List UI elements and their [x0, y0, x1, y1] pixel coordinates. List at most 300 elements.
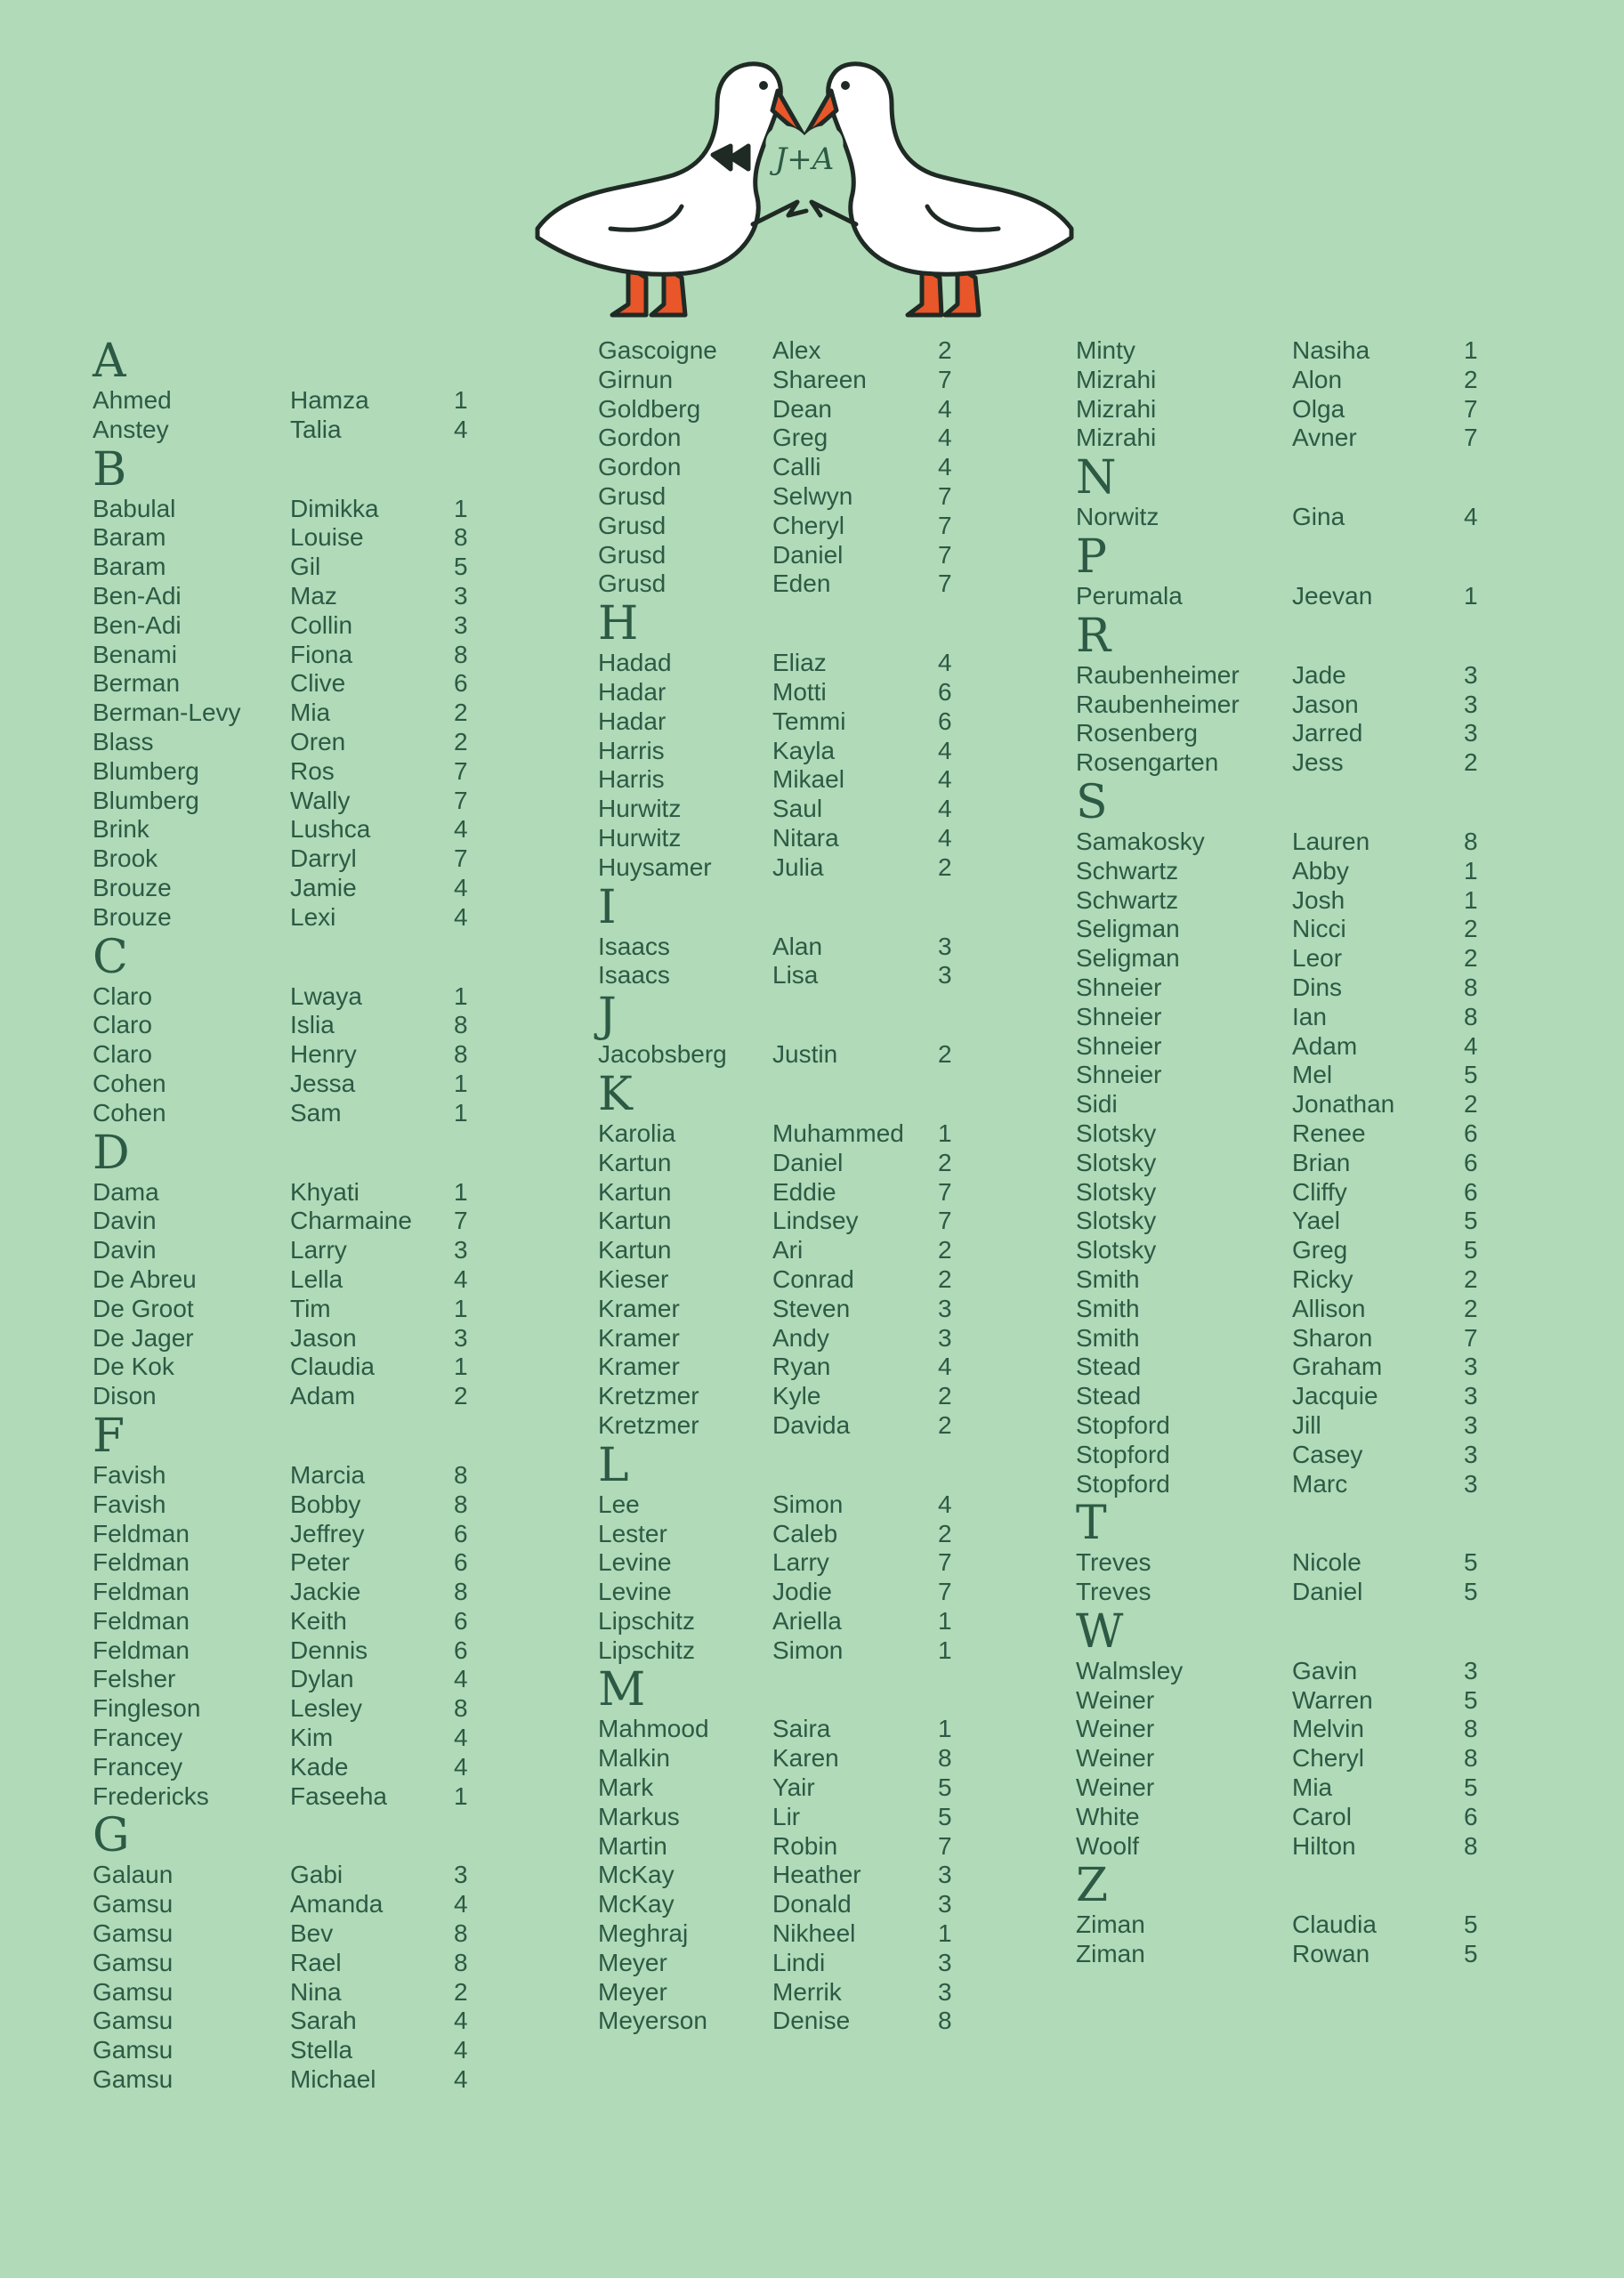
guest-row	[1076, 1441, 1485, 1470]
guest-first-name: Alex	[772, 336, 821, 364]
guest-first-name: Brian	[1292, 1148, 1351, 1176]
guest-first-name: Caleb	[772, 1519, 838, 1547]
guest-row	[598, 1119, 954, 1149]
table-number: 8	[1464, 1831, 1478, 1860]
guest-row	[93, 1236, 484, 1265]
table-number: 3	[1464, 1353, 1478, 1381]
guest-row	[598, 824, 954, 853]
guest-first-name: Adam	[1292, 1031, 1358, 1060]
guest-last-name: Kramer	[598, 1323, 680, 1352]
guest-first-name: Nina	[290, 1977, 342, 2006]
guest-row	[93, 1578, 484, 1607]
guest-first-name: Lauren	[1292, 827, 1370, 855]
table-number: 5	[938, 1802, 952, 1830]
guest-last-name: Fredericks	[93, 1781, 209, 1810]
guest-last-name: Slotsky	[1076, 1148, 1157, 1176]
table-number: 2	[1464, 748, 1478, 777]
table-number: 8	[1464, 1002, 1478, 1030]
guest-row	[1076, 1940, 1485, 1969]
guest-last-name: Brink	[93, 815, 149, 844]
guest-row	[1076, 1773, 1485, 1803]
column-1	[93, 336, 484, 2095]
guest-first-name: Bobby	[290, 1490, 361, 1518]
guest-last-name: Walmsley	[1076, 1656, 1184, 1684]
table-number: 1	[938, 1606, 952, 1635]
guest-row	[598, 649, 954, 678]
guest-row	[598, 1178, 954, 1208]
table-number: 7	[454, 844, 468, 873]
guest-row	[1076, 748, 1485, 778]
guest-last-name: Grusd	[598, 570, 667, 598]
guest-first-name: Donald	[772, 1890, 852, 1919]
guest-first-name: Andy	[772, 1323, 829, 1352]
table-number: 8	[454, 1011, 468, 1039]
guest-first-name: Mia	[290, 699, 331, 727]
section-letter: F	[93, 1409, 126, 1463]
guest-row	[93, 874, 484, 903]
table-number: 1	[454, 1069, 468, 1097]
table-number: 7	[454, 786, 468, 814]
guest-first-name: Renee	[1292, 1119, 1366, 1147]
guest-last-name: Hadar	[598, 677, 667, 706]
section-i	[598, 880, 954, 991]
guest-first-name: Gina	[1292, 503, 1345, 531]
table-number: 3	[938, 961, 952, 990]
table-number: 4	[938, 795, 952, 823]
guest-row	[598, 853, 954, 883]
guest-last-name: Feldman	[93, 1636, 190, 1664]
table-number: 8	[454, 640, 468, 668]
table-number: 1	[1464, 885, 1478, 914]
guest-first-name: Davida	[772, 1410, 851, 1439]
table-number: 6	[454, 1636, 468, 1664]
table-number: 3	[938, 1890, 952, 1919]
table-number: 1	[454, 386, 468, 414]
guest-first-name: Jarred	[1292, 719, 1363, 747]
table-number: 4	[454, 2007, 468, 2035]
table-number: 8	[454, 1490, 468, 1518]
guest-first-name: Eden	[772, 570, 831, 598]
guest-last-name: McKay	[598, 1861, 675, 1889]
table-number: 4	[1464, 503, 1478, 531]
guest-last-name: De Kok	[93, 1353, 174, 1381]
guest-first-name: Dennis	[290, 1636, 368, 1664]
guest-last-name: Kartun	[598, 1177, 672, 1206]
guest-row	[598, 1149, 954, 1178]
section-letter: L	[598, 1438, 630, 1492]
table-number: 5	[1464, 1061, 1478, 1089]
guest-last-name: Claro	[93, 1040, 152, 1069]
guest-row	[598, 366, 954, 395]
guest-last-name: Cohen	[93, 1069, 166, 1097]
guest-first-name: Gavin	[1292, 1656, 1358, 1684]
guest-last-name: Davin	[93, 1236, 157, 1264]
guest-first-name: Merrik	[772, 1977, 842, 2006]
left-goose	[537, 64, 780, 274]
guest-first-name: Graham	[1292, 1353, 1383, 1381]
guest-last-name: Gamsu	[93, 2065, 174, 2094]
guest-last-name: Hurwitz	[598, 823, 682, 852]
guest-last-name: Smith	[1076, 1264, 1140, 1293]
guest-last-name: Brouze	[93, 873, 172, 901]
section-w	[1076, 1604, 1485, 1862]
guest-first-name: Melvin	[1292, 1715, 1364, 1743]
guest-row	[1076, 1744, 1485, 1773]
guest-first-name: Fiona	[290, 640, 353, 668]
section-letter: H	[598, 597, 640, 651]
guest-last-name: Mahmood	[598, 1715, 709, 1743]
section-t	[1076, 1498, 1485, 1607]
guest-last-name: Kartun	[598, 1236, 672, 1264]
guest-last-name: Gascoigne	[598, 336, 717, 364]
guest-last-name: Kramer	[598, 1353, 680, 1381]
guest-first-name: Stella	[290, 2036, 353, 2064]
guest-last-name: Claro	[93, 1011, 152, 1039]
guest-row	[1076, 503, 1485, 532]
guest-row	[598, 1207, 954, 1236]
guest-first-name: Ros	[290, 756, 335, 785]
section-n	[1076, 453, 1485, 532]
guest-last-name: Markus	[598, 1802, 680, 1830]
table-number: 1	[454, 494, 468, 522]
guest-row	[1076, 857, 1485, 886]
guest-last-name: White	[1076, 1802, 1140, 1830]
table-number: 3	[454, 610, 468, 639]
table-number: 2	[1464, 1090, 1478, 1119]
table-number: 4	[938, 394, 952, 423]
guest-row	[598, 678, 954, 707]
guest-first-name: Lushca	[290, 815, 371, 844]
guest-row	[598, 1548, 954, 1578]
guest-row	[93, 1890, 484, 1919]
guest-last-name: Feldman	[93, 1519, 190, 1547]
table-number: 6	[1464, 1148, 1478, 1176]
table-number: 6	[1464, 1119, 1478, 1147]
guest-first-name: Jill	[1292, 1410, 1321, 1439]
guest-row	[1076, 1657, 1485, 1686]
guest-first-name: Dins	[1292, 973, 1343, 1001]
guest-last-name: Mark	[598, 1773, 654, 1802]
table-number: 7	[938, 365, 952, 393]
guest-first-name: Mel	[1292, 1061, 1333, 1089]
guest-last-name: Gamsu	[93, 1890, 174, 1919]
table-number: 4	[454, 1724, 468, 1752]
section-z	[1076, 1861, 1485, 1969]
table-number: 7	[938, 481, 952, 510]
section-letter: G	[93, 1809, 131, 1863]
guest-first-name: Jessa	[290, 1069, 356, 1097]
guest-row	[1076, 691, 1485, 720]
guest-last-name: Kramer	[598, 1294, 680, 1322]
guest-last-name: Kretzmer	[598, 1410, 699, 1439]
table-number: 1	[454, 1294, 468, 1322]
table-number: 4	[454, 1890, 468, 1919]
table-number: 7	[938, 570, 952, 598]
guest-row	[598, 336, 954, 366]
table-number: 7	[938, 1207, 952, 1235]
table-number: 8	[938, 2007, 952, 2035]
guest-row	[93, 1978, 484, 2007]
guest-last-name: Grusd	[598, 481, 667, 510]
section-letter: Z	[1076, 1859, 1110, 1913]
table-number: 2	[938, 1410, 952, 1439]
table-number: 4	[454, 815, 468, 844]
guest-last-name: Mizrahi	[1076, 365, 1157, 393]
guest-row	[598, 512, 954, 541]
guest-first-name: Nicci	[1292, 915, 1346, 943]
guest-last-name: Huysamer	[598, 852, 712, 881]
guest-first-name: Kade	[290, 1752, 349, 1781]
guest-row	[1076, 1061, 1485, 1090]
table-number: 5	[1464, 1578, 1478, 1606]
guest-row	[93, 1861, 484, 1890]
guest-first-name: Jason	[1292, 690, 1359, 718]
table-number: 4	[938, 453, 952, 481]
guest-last-name: McKay	[598, 1890, 675, 1919]
guest-row	[598, 707, 954, 737]
table-number: 2	[938, 1519, 952, 1547]
table-number: 1	[1464, 856, 1478, 885]
table-number: 1	[1464, 336, 1478, 364]
table-number: 1	[1464, 581, 1478, 610]
table-number: 2	[1464, 1294, 1478, 1322]
table-number: 8	[454, 1919, 468, 1948]
guest-row	[598, 1861, 954, 1890]
guest-last-name: Grusd	[598, 540, 667, 569]
guest-first-name: Bev	[290, 1919, 334, 1948]
geese-heart-logo	[530, 55, 1079, 322]
guest-first-name: Eddie	[772, 1177, 836, 1206]
guest-first-name: Oren	[290, 727, 346, 755]
guest-last-name: Seligman	[1076, 944, 1180, 973]
guest-first-name: Dean	[772, 394, 832, 423]
guest-first-name: Greg	[1292, 1236, 1348, 1264]
table-number: 3	[454, 1323, 468, 1352]
guest-row	[93, 1070, 484, 1099]
table-number: 2	[454, 1977, 468, 2006]
guest-row	[1076, 336, 1485, 366]
guest-last-name: Weiner	[1076, 1685, 1155, 1714]
section-letter: J	[598, 989, 618, 1043]
guest-row	[598, 1890, 954, 1919]
guest-last-name: Hadad	[598, 649, 672, 677]
guest-row	[93, 1753, 484, 1782]
guest-last-name: Shneier	[1076, 1002, 1162, 1030]
table-number: 4	[454, 1264, 468, 1293]
table-number: 5	[1464, 1207, 1478, 1235]
guest-first-name: Jade	[1292, 660, 1346, 689]
guest-row	[1076, 1803, 1485, 1832]
table-number: 3	[1464, 690, 1478, 718]
guest-last-name: Slotsky	[1076, 1119, 1157, 1147]
guest-first-name: Peter	[290, 1548, 350, 1577]
table-number: 2	[938, 336, 952, 364]
guest-first-name: Talia	[290, 415, 342, 443]
guest-row	[93, 386, 484, 416]
guest-row	[598, 482, 954, 512]
table-number: 1	[454, 1098, 468, 1127]
table-number: 3	[938, 1294, 952, 1322]
guest-first-name: Adam	[290, 1382, 356, 1410]
guest-last-name: Ziman	[1076, 1910, 1145, 1939]
guest-first-name: Jacquie	[1292, 1382, 1378, 1410]
guest-row	[598, 795, 954, 824]
table-number: 3	[938, 1948, 952, 1976]
guest-row	[598, 1295, 954, 1324]
section-letter: M	[598, 1663, 647, 1717]
guest-last-name: Fingleson	[93, 1694, 201, 1723]
guest-row	[598, 1773, 954, 1803]
guest-row	[93, 669, 484, 699]
guest-last-name: Berman	[93, 669, 181, 698]
guest-first-name: Ricky	[1292, 1264, 1353, 1293]
guest-row	[93, 699, 484, 728]
guest-first-name: Larry	[772, 1548, 829, 1577]
guest-first-name: Dimikka	[290, 494, 379, 522]
guest-last-name: Rosengarten	[1076, 748, 1219, 777]
guest-first-name: Daniel	[772, 540, 844, 569]
guest-row	[1076, 1686, 1485, 1716]
guest-row	[1076, 719, 1485, 748]
table-number: 8	[454, 1460, 468, 1489]
guest-row	[93, 582, 484, 611]
guest-row	[598, 1978, 954, 2007]
guest-row	[93, 844, 484, 874]
table-number: 8	[1464, 1715, 1478, 1743]
guest-first-name: Alan	[772, 932, 823, 960]
guest-row	[598, 1715, 954, 1744]
guest-first-name: Simon	[772, 1490, 844, 1518]
guest-row	[598, 1578, 954, 1607]
guest-row	[598, 1520, 954, 1549]
guest-first-name: Collin	[290, 610, 353, 639]
guest-last-name: Weiner	[1076, 1773, 1155, 1802]
section-b	[93, 442, 484, 933]
guest-row	[93, 611, 484, 641]
guest-first-name: Jason	[290, 1323, 357, 1352]
guest-row	[1076, 828, 1485, 857]
guest-last-name: Mizrahi	[1076, 424, 1157, 452]
guest-row	[93, 416, 484, 445]
guest-row	[598, 737, 954, 766]
table-number: 5	[1464, 1685, 1478, 1714]
guest-row	[93, 982, 484, 1012]
guest-first-name: Yair	[772, 1773, 815, 1802]
guest-first-name: Calli	[772, 453, 821, 481]
guest-row	[93, 1548, 484, 1578]
table-number: 2	[938, 1264, 952, 1293]
guest-first-name: Casey	[1292, 1440, 1363, 1468]
guest-row	[93, 1490, 484, 1520]
section-j	[598, 990, 954, 1070]
section-c	[93, 930, 484, 1128]
guest-row	[1076, 915, 1485, 944]
section-f	[93, 1411, 484, 1812]
guest-last-name: Ziman	[1076, 1940, 1145, 1968]
guest-last-name: Kartun	[598, 1207, 672, 1235]
guest-first-name: Lella	[290, 1264, 343, 1293]
guest-first-name: Sharon	[1292, 1323, 1373, 1352]
guest-row	[1076, 1548, 1485, 1578]
guest-row	[93, 1353, 484, 1382]
guest-last-name: Karolia	[598, 1119, 676, 1147]
section-letter: P	[1076, 529, 1108, 584]
guest-row	[598, 933, 954, 962]
guest-row	[598, 765, 954, 795]
table-number: 6	[1464, 1177, 1478, 1206]
guest-last-name: Blumberg	[93, 786, 199, 814]
section-letter: B	[93, 442, 128, 497]
guest-first-name: Tim	[290, 1294, 331, 1322]
section-s	[1076, 775, 1485, 1498]
guest-row	[93, 1949, 484, 1978]
guest-first-name: Ari	[772, 1236, 804, 1264]
guest-last-name: Levine	[598, 1548, 672, 1577]
table-number: 1	[454, 1781, 468, 1810]
section-g	[93, 1811, 484, 2094]
guest-last-name: Gamsu	[93, 2036, 174, 2064]
guest-first-name: Lindi	[772, 1948, 826, 1976]
guest-last-name: Woolf	[1076, 1831, 1140, 1860]
guest-row	[1076, 1090, 1485, 1119]
guest-last-name: Brouze	[93, 902, 172, 931]
guest-last-name: Isaacs	[598, 932, 670, 960]
guest-last-name: Stopford	[1076, 1410, 1170, 1439]
section-l	[598, 1438, 954, 1666]
guest-row	[1076, 1149, 1485, 1178]
guest-last-name: Stopford	[1076, 1440, 1170, 1468]
table-number: 7	[938, 1578, 952, 1606]
guest-row	[598, 541, 954, 570]
table-number: 2	[454, 1382, 468, 1410]
guest-last-name: Gamsu	[93, 2007, 174, 2035]
guest-first-name: Saul	[772, 795, 823, 823]
table-number: 6	[454, 1519, 468, 1547]
guest-row	[598, 1803, 954, 1832]
guest-row	[1076, 1265, 1485, 1295]
guest-row	[1076, 1578, 1485, 1607]
guest-last-name: Meyer	[598, 1977, 667, 2006]
table-number: 2	[938, 1382, 952, 1410]
guest-last-name: Shneier	[1076, 1061, 1162, 1089]
guest-first-name: Claudia	[290, 1353, 375, 1381]
table-number: 2	[1464, 1264, 1478, 1293]
table-number: 2	[454, 727, 468, 755]
guest-first-name: Justin	[772, 1040, 838, 1069]
guest-last-name: Feldman	[93, 1548, 190, 1577]
guest-first-name: Amanda	[290, 1890, 384, 1919]
guest-first-name: Alon	[1292, 365, 1343, 393]
section-letter: D	[93, 1126, 131, 1180]
guest-row	[93, 553, 484, 582]
guest-first-name: Islia	[290, 1011, 335, 1039]
table-number: 2	[1464, 915, 1478, 943]
guest-last-name: Stead	[1076, 1382, 1142, 1410]
guest-first-name: Keith	[290, 1606, 347, 1635]
table-number: 3	[938, 1977, 952, 2006]
guest-first-name: Clive	[290, 669, 346, 698]
guest-row	[598, 1382, 954, 1411]
guest-row	[93, 1207, 484, 1236]
guest-last-name: Samakosky	[1076, 827, 1205, 855]
guest-first-name: Lexi	[290, 902, 336, 931]
guest-first-name: Jodie	[772, 1578, 832, 1606]
guest-last-name: Stead	[1076, 1353, 1142, 1381]
table-number: 7	[938, 511, 952, 539]
guest-first-name: Olga	[1292, 394, 1345, 423]
guest-last-name: Lee	[598, 1490, 640, 1518]
guest-last-name: Meyerson	[598, 2007, 707, 2035]
